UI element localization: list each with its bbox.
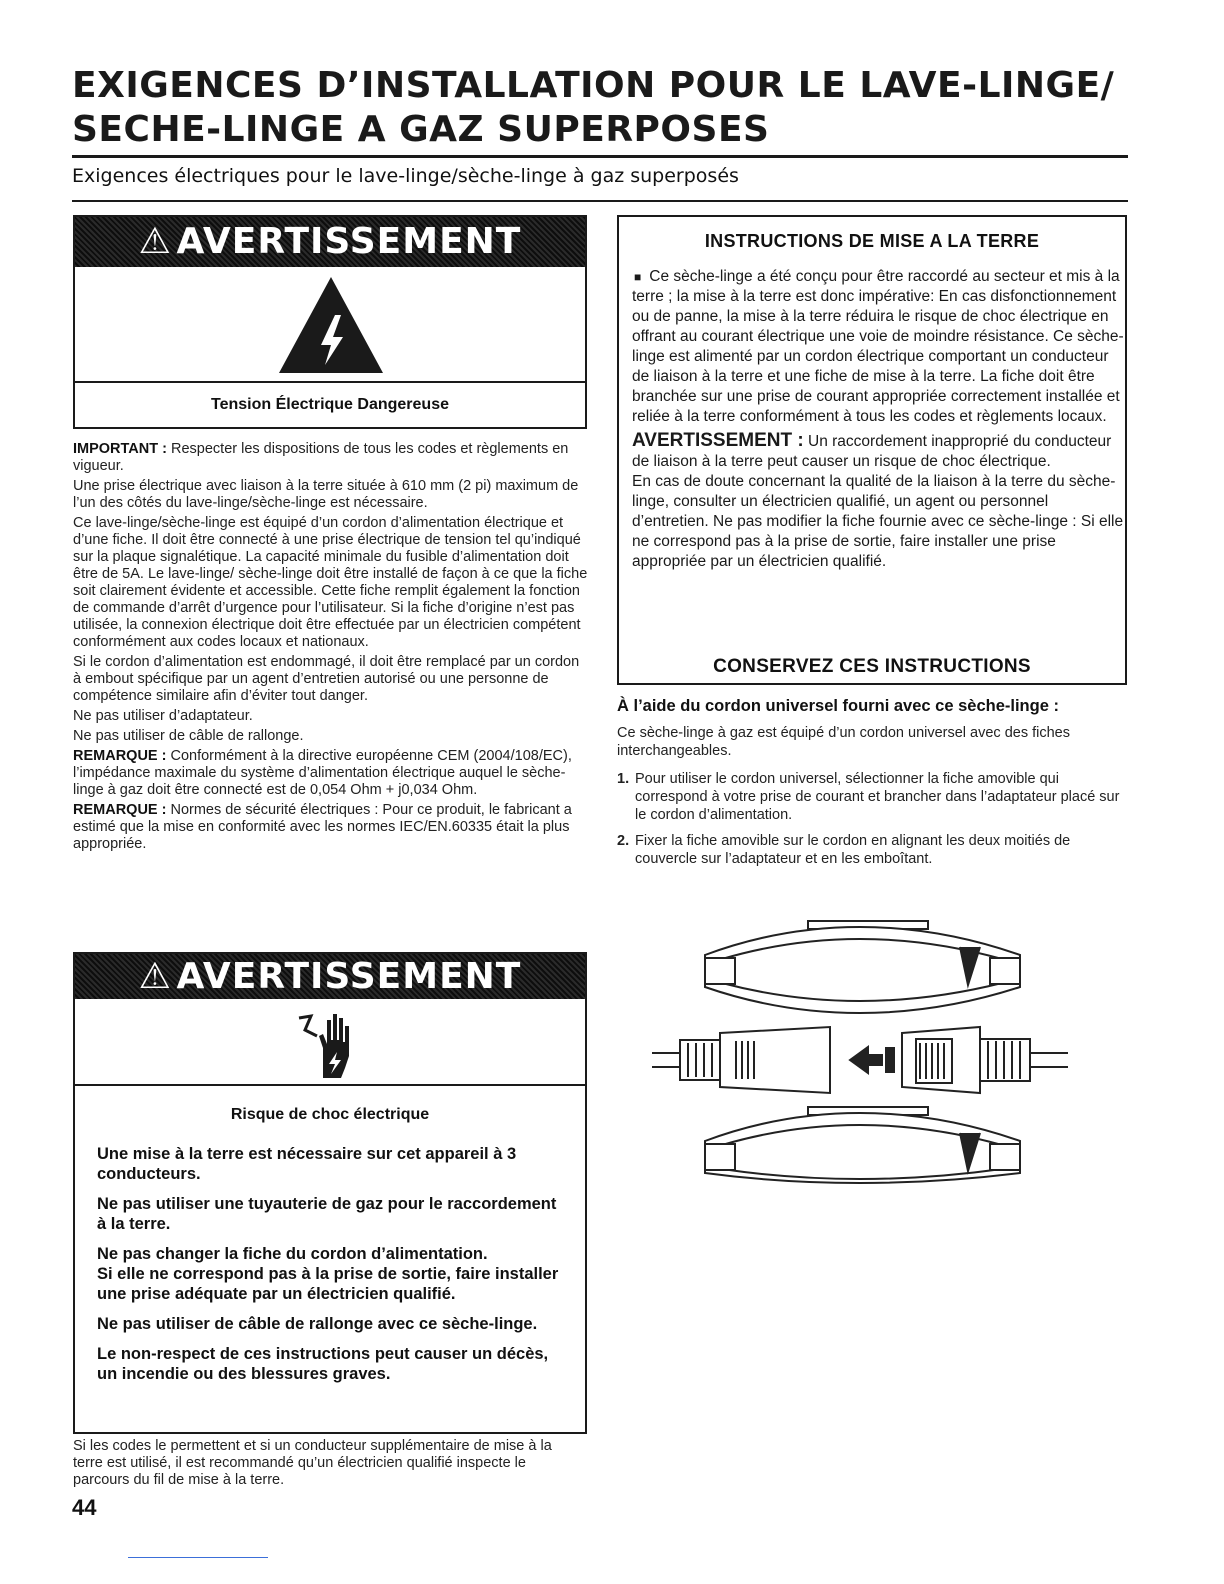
title-rule xyxy=(72,155,1128,158)
adapter-cover-bottom xyxy=(705,1107,1020,1183)
warning-triangle-icon: ⚠ xyxy=(138,956,171,997)
cord-step: 2. Fixer la fiche amovible sur le cordon en alignant les deux moitiés de couvercle sur l’adaptateur et en les emboîtant. xyxy=(617,833,1071,867)
cord-step: 1. Pour utiliser le cordon universel, sélectionner la fiche amovible qui correspond à votre prise de courant et brancher dans l’adaptateur placé sur le cordon d’alimentation. xyxy=(617,771,1120,823)
plug-and-cord-middle xyxy=(652,1027,1068,1093)
paragraph-no-extension: Ne pas utiliser de câble de rallonge. xyxy=(73,728,304,744)
remark-emc-paragraph: REMARQUE : Conformément à la directive européenne CEM (2004/108/EC), l’impédance maximale du système d’alimentation électrique auquel le sèche-linge à gaz doit être connecté est de 0,054 Ohm + j0,034 Ohm. xyxy=(73,748,572,798)
bullet-icon: ■ xyxy=(634,270,642,284)
warning-heading: AVERTISSEMENT xyxy=(176,221,522,262)
page-number: 44 xyxy=(72,1495,97,1520)
warning-caption-area xyxy=(75,381,585,427)
paragraph-power-cord: Ce lave-linge/sèche-linge est équipé d’un cordon d’alimentation électrique et d’une fiche. Il doit être connecté à une prise électrique de tension tel qu’indiqué sur la plaque signalétique. La capacité minimale du fusible d’alimentation doit être de 5A. Le lave-linge/ sèche-linge doit être installé de façon à ce que la fiche soit clairement évidente et accessible. Cette fiche remplit également la fonction de commande d’arrêt d’urgence pour l’utilisateur. Si la fiche d’origine n’est pas utilisée, la connexion électrique doit être effectuée par un électricien compétent conformément aux codes locaux et nationaux. xyxy=(73,515,588,650)
warning-instructions xyxy=(97,1144,567,1384)
warning-line-outlet: Si elle ne correspond pas à la prise de sortie, faire installer une prise adéquate par un électricien qualifié. xyxy=(97,1265,559,1303)
warning-line-extension: Ne pas utiliser de câble de rallonge avec ce sèche-linge. xyxy=(97,1315,538,1333)
page-title-line-2: SECHE-LINGE A GAZ SUPERPOSES xyxy=(72,109,770,150)
warning-line-consequences: Le non-respect de ces instructions peut causer un décès, un incendie ou des blessures graves. xyxy=(97,1345,549,1383)
warning-caption: Risque de choc électrique xyxy=(230,1106,430,1123)
grounding-title: INSTRUCTIONS DE MISE A LA TERRE xyxy=(704,231,1040,251)
warning-line-plug: Ne pas changer la fiche du cordon d’alimentation. xyxy=(97,1245,488,1263)
ground-wire-paragraph: Si les codes le permettent et si un conducteur supplémentaire de mise à la terre est utilisé, il est recommandé qu’un électricien qualifié inspecte le parcours du fil de mise à la terre. xyxy=(73,1438,552,1488)
warning-box-shock xyxy=(73,952,587,1434)
grounding-bullet-paragraph: ■ Ce sèche-linge a été conçu pour être raccordé au secteur et mis à la terre ; la mise à la terre est donc impérative: En cas disfonctionnement ou de panne, la mise à la terre réduira le risque de choc électrique en offrant au courant électrique une voie de moindre résistance. Ce sèche-linge est alimenté par un cordon électrique comportant un conducteur de liaison à la terre et une fiche de mise à la terre. La fiche doit être branchée sur une prise de courant appropriée correctement installée et reliée à la terre conformément à tous les codes et règlements locaux. xyxy=(632,268,1124,425)
grounding-doubt-paragraph: En cas de doute concernant la qualité de la liaison à la terre du sèche-linge, consulter un électricien qualifié, un agent ou personnel d’entretien. Ne pas modifier la fiche fournie avec ce sèche-linge : Si elle ne correspond pas à la prise de sortie, faire installer une prise appropriée par un électricien qualifié. xyxy=(632,473,1124,570)
save-instructions-label: CONSERVEZ CES INSTRUCTIONS xyxy=(713,656,1031,677)
warning-caption: Tension Électrique Dangereuse xyxy=(211,396,449,413)
grounding-warning-paragraph: AVERTISSEMENT : Un raccordement inapproprié du conducteur de liaison à la terre peut causer un risque de choc électrique. xyxy=(632,430,1112,470)
bottom-divider xyxy=(128,1557,268,1558)
important-paragraph: IMPORTANT : Respecter les dispositions de tous les codes et règlements en vigueur. xyxy=(73,441,569,474)
section-subtitle: Exigences électriques pour le lave-linge/sèche-linge à gaz superposés xyxy=(72,165,739,187)
warning-triangle-icon: ⚠ xyxy=(138,221,171,262)
cord-section-body xyxy=(617,724,1127,876)
grounding-body xyxy=(632,267,1124,572)
warning-box-voltage xyxy=(73,215,587,429)
paragraph-no-adapter: Ne pas utiliser d’adaptateur. xyxy=(73,708,253,724)
grounding-instructions-box xyxy=(617,215,1127,685)
cord-steps-list xyxy=(617,770,1127,868)
page-title xyxy=(72,64,1132,152)
page-title-line-1: EXIGENCES D’INSTALLATION POUR LE LAVE-LINGE/ xyxy=(72,65,1115,106)
warning-line-gas-pipe: Ne pas utiliser une tuyauterie de gaz pour le raccordement à la terre. xyxy=(97,1195,557,1233)
cord-intro: Ce sèche-linge à gaz est équipé d’un cordon universel avec des fiches interchangeables. xyxy=(617,725,1070,759)
left-body-text xyxy=(73,441,588,856)
subtitle-rule xyxy=(72,200,1128,202)
warning-triangle-electric-icon xyxy=(275,273,387,377)
warning-line-ground: Une mise à la terre est nécessaire sur cet appareil à 3 conducteurs. xyxy=(97,1145,517,1183)
warning-header xyxy=(75,217,585,267)
paragraph-damaged-cord: Si le cordon d’alimentation est endommagé, il doit être remplacé par un cordon à embout spécifique par un agent d’entretien autorisé ou une personne de compétence similaire afin d’éviter tout danger. xyxy=(73,654,580,704)
paragraph-outlet-distance: Une prise électrique avec liaison à la terre située à 610 mm (2 pi) maximum de l’un des côtés du lave-linge/sèche-linge est nécessaire. xyxy=(73,478,579,511)
adapter-cover-top xyxy=(705,921,1020,1013)
warning-heading: AVERTISSEMENT xyxy=(176,956,522,997)
universal-cord-adapter-diagram xyxy=(650,915,1070,1185)
warning-header xyxy=(75,954,585,999)
cord-section-heading: À l’aide du cordon universel fourni avec ce sèche-linge : xyxy=(617,697,1059,715)
electric-shock-hand-icon xyxy=(297,1008,367,1083)
remark-safety-paragraph: REMARQUE : Normes de sécurité électriques : Pour ce produit, le fabricant a estimé que la mise en conformité avec les normes IEC/EN.60335 était la plus appropriée. xyxy=(73,802,572,852)
warning-body-area xyxy=(75,1084,585,1432)
